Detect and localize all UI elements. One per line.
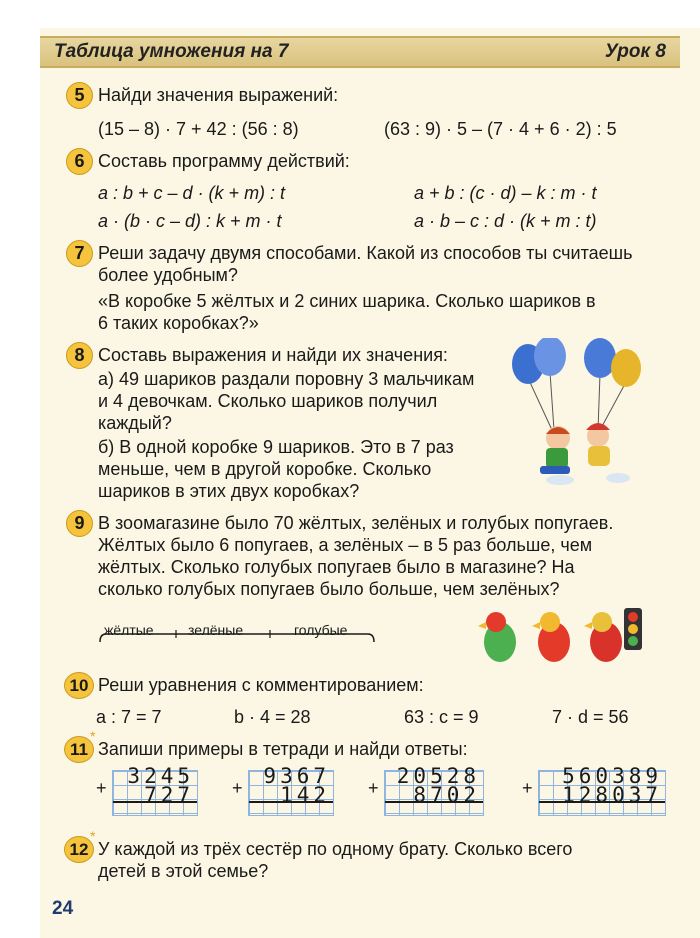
column-2-plus: + <box>232 778 243 798</box>
task-8-b-line-1: б) В одной коробке 9 шариков. Это в 7 раз <box>98 437 454 457</box>
task-5-expression-1: (15 – 8) · 7 + 42 : (56 : 8) <box>98 119 299 139</box>
task-6-expression-4: a · b – c : d · (k + m : t) <box>414 211 597 231</box>
task-11-number: 11 <box>64 736 94 763</box>
task-9-line-1: В зоомагазине было 70 жёлтых, зелёных и голубых попугаев. <box>98 513 614 533</box>
task-6-expression-1: a : b + c – d · (k + m) : t <box>98 183 286 203</box>
task-9-line-3: жёлтых. Сколько голубых попугаев было в магазине? На <box>98 557 575 577</box>
task-12-star-icon: * <box>90 828 96 844</box>
column-1-bottom-number: 727 <box>144 783 194 807</box>
column-3-plus: + <box>368 778 379 798</box>
column-1-sum-line <box>113 801 197 803</box>
task-9-number: 9 <box>66 510 93 537</box>
task-9-line-4: сколько голубых попугаев было больше, чем зелёных? <box>98 579 560 599</box>
task-5-expression-2: (63 : 9) · 5 – (7 · 4 + 6 · 2) : 5 <box>384 119 617 139</box>
task-12-line-1: У каждой из трёх сестёр по одному брату. Сколько всего <box>98 839 573 859</box>
task-11-text: Запиши примеры в тетради и найди ответы: <box>98 739 468 759</box>
task-5-text: Найди значения выражений: <box>98 85 339 105</box>
task-6-text: Составь программу действий: <box>98 151 350 171</box>
task-5-number: 5 <box>66 82 93 109</box>
task-10-equation-2: b · 4 = 28 <box>234 707 311 727</box>
column-addition-2 <box>248 764 334 816</box>
task-8-a-line-2: и 4 девочкам. Сколько шариков получил <box>98 391 438 411</box>
column-4-bottom-number: 128037 <box>562 783 662 807</box>
lesson-label: Урок 8 <box>604 41 666 62</box>
task-6-number: 6 <box>66 148 93 175</box>
task-7-line-3: «В коробке 5 жёлтых и 2 синих шарика. Сколько шариков в <box>98 291 596 311</box>
task-10-text: Реши уравнения с комментированием: <box>98 675 424 695</box>
column-3-top-number: 20528 <box>396 764 480 788</box>
column-2-sum-line <box>249 801 333 803</box>
task-10-number: 10 <box>64 672 94 699</box>
task-8-a-line-3: каждый? <box>98 413 172 433</box>
segment-label-blue: голубые <box>294 622 348 638</box>
task-10-equation-1: a : 7 = 7 <box>96 707 162 727</box>
column-addition-3 <box>384 764 484 816</box>
task-6-expression-2: a + b : (c · d) – k : m · t <box>414 183 597 203</box>
task-8-number: 8 <box>66 342 93 369</box>
column-4-sum-line <box>539 801 665 803</box>
task-8-b-line-3: шариков в этих двух коробках? <box>98 481 360 501</box>
column-1-plus: + <box>96 778 107 798</box>
page-header <box>40 36 680 68</box>
balloons-illustration <box>500 338 660 488</box>
column-addition-1 <box>112 764 198 816</box>
task-8-a-line-1: а) 49 шариков раздали поровну 3 мальчикам <box>98 369 475 389</box>
task-11-star-icon: * <box>90 728 96 744</box>
task-7-line-4: 6 таких коробках?» <box>98 313 259 333</box>
task-6-expression-3: a · (b · c – d) : k + m · t <box>98 211 282 231</box>
task-7-line-2: более удобным? <box>98 265 238 285</box>
column-addition-4 <box>538 764 666 816</box>
task-10-equation-4: 7 · d = 56 <box>552 707 629 727</box>
task-12-number: 12 <box>64 836 94 863</box>
task-12-line-2: детей в этой семье? <box>98 861 269 881</box>
task-9-line-2: Жёлтых было 6 попугаев, а зелёных – в 5 раз больше, чем <box>98 535 593 555</box>
task-10-equation-3: 63 : c = 9 <box>404 707 479 727</box>
task-7-number: 7 <box>66 240 93 267</box>
column-2-top-number: 9367 <box>263 764 330 788</box>
segment-label-green: зелёные <box>188 622 244 638</box>
page-number: 24 <box>52 898 74 919</box>
column-4-top-number: 560389 <box>562 764 662 788</box>
column-3-sum-line <box>385 801 483 803</box>
column-3-bottom-number: 8702 <box>413 783 480 807</box>
task-8-text: Составь выражения и найди их значения: <box>98 345 448 365</box>
segment-diagram <box>98 622 376 644</box>
parrots-illustration <box>474 604 654 670</box>
column-2-bottom-number: 142 <box>280 783 330 807</box>
task-8-b-line-2: меньше, чем в другой коробке. Сколько <box>98 459 432 479</box>
page-title: Таблица умножения на 7 <box>54 41 289 62</box>
column-4-plus: + <box>522 778 533 798</box>
task-7-line-1: Реши задачу двумя способами. Какой из способов ты считаешь <box>98 243 633 263</box>
segment-label-yellow: жёлтые <box>104 622 154 638</box>
column-1-top-number: 3245 <box>127 764 194 788</box>
